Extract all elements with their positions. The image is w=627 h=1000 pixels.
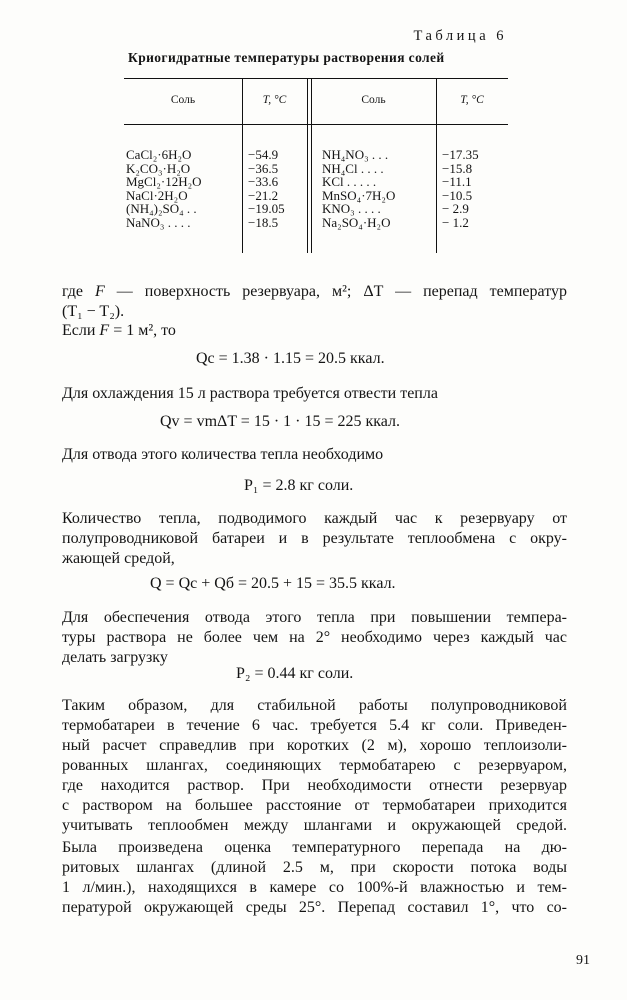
table-row [124,162,508,176]
text-line: Для отвода этого количества тепла необходимо [62,446,384,463]
temp-cell: −11.1 [442,174,472,190]
text-line: Была произведена оценка температурного перепада на дю- [62,839,567,856]
temp-cell: − 2.9 [442,201,469,217]
text-line: учитывать теплообмен между шлангами и окружающей средой. [62,817,567,834]
text-line: ный расчет справедлив при коротких (2 м), хорошо теплоизоли- [62,737,567,754]
table-label: Таблица 6 [413,28,507,44]
salt-cell: MnSO₄·7H₂O [322,187,396,203]
header-temp-right: T, °C [460,94,484,106]
temp-cell: −17.35 [442,147,479,162]
formula-p1: P₁ = 2.8 кг соли. [244,477,354,494]
salt-cell: NH₄NO₃ . . . [322,147,389,162]
text-line: Количество тепла, подводимого каждый час к резервуару от [62,510,567,527]
table-title: Криогидратные температуры растворения солей [128,50,445,65]
temp-cell: −18.5 [248,214,279,230]
salt-cell: KNO₃ . . . . [322,201,381,217]
salt-cell: KCl . . . . . [322,174,377,190]
table-top-rule [124,78,508,79]
salt-cell: K₂CO₃·H₂O [126,160,191,176]
formula-qv: Qv = vmΔT = 15 · 1 · 15 = 225 ккал. [160,413,401,430]
formula-qc: Qс = 1.38 · 1.15 = 20.5 ккал. [196,350,385,367]
salt-cell: (NH₄)₂SO₄ . . [126,201,197,217]
temp-cell: −36.5 [248,160,279,176]
table-row [124,216,508,230]
text-line: туры раствора не более чем на 2° необходимо через каждый час [62,629,567,646]
salt-cell: Na₂SO₄·H₂O [322,214,391,230]
temp-cell: −10.5 [442,187,473,203]
temp-cell: −21.2 [248,187,279,203]
temp-cell: − 1.2 [442,214,469,230]
table-body [124,148,508,230]
text-line: где F — поверхность резервуара, м²; ΔT — перепад температур [62,283,567,300]
table-row [124,148,508,162]
text-line: рованных шлангах, соединяющих термобатарею с резервуаром, [62,757,567,774]
text-line: Для охлаждения 15 л раствора требуется отвести тепла [62,385,438,402]
header-salt-left: Соль [170,94,196,106]
text-line: термобатареи в течение 6 час. требуется 5.4 кг соли. Приведен- [62,717,567,734]
table-row [124,175,508,189]
salt-cell: MgCl₂·12H₂O [126,174,202,190]
salt-cell: CaCl₂·6H₂O [126,147,192,162]
temp-cell: −19.05 [248,201,285,217]
salt-cell: NaCl·2H₂O [126,187,188,203]
header-salt-right: Соль [361,94,386,106]
formula-p2: P₂ = 0.44 кг соли. [236,665,354,682]
formula-q: Q = Qс + Qб = 20.5 + 15 = 35.5 ккал. [150,575,396,592]
text-line: пературой окружающей среды 25°. Перепад составил 1°, что со- [62,899,567,916]
text-line: Таким образом, для стабильной работы полупроводниковой [62,697,567,714]
text-line: где находится раствор. При необходимости отнести резервуар [62,777,567,794]
header-temp-left: T, °C [262,94,287,106]
temp-cell: −15.8 [442,160,473,176]
text-line: делать загрузку [62,649,168,666]
text-line: ритовых шлангах (длиной 2.5 м, при скорости потока воды [62,859,567,876]
table-header-rule [124,124,508,125]
salt-cell: NH₄Cl . . . . [322,160,384,176]
cryohydrate-table [124,78,508,253]
text-line: 1 л/мин.), находящихся в камере со 100%-й влажностью и тем- [62,879,567,896]
temp-cell: −54.9 [248,147,279,162]
temp-cell: −33.6 [248,174,279,190]
text-line: Если F = 1 м², то [62,322,176,339]
text-line: жающей средой, [62,550,175,567]
text-line: Для обеспечения отвода этого тепла при повышении темпера- [62,609,567,626]
table-row [124,189,508,203]
text-line: с раствором на большее расстояние от термобатареи приходится [62,797,567,814]
text-line: полупроводниковой батареи и в результате теплообмена с окру- [62,530,567,547]
salt-cell: NaNO₃ . . . . [126,214,191,230]
text-line: (T₁ − T₂). [62,303,125,320]
table-row [124,202,508,216]
page-number: 91 [576,953,590,968]
